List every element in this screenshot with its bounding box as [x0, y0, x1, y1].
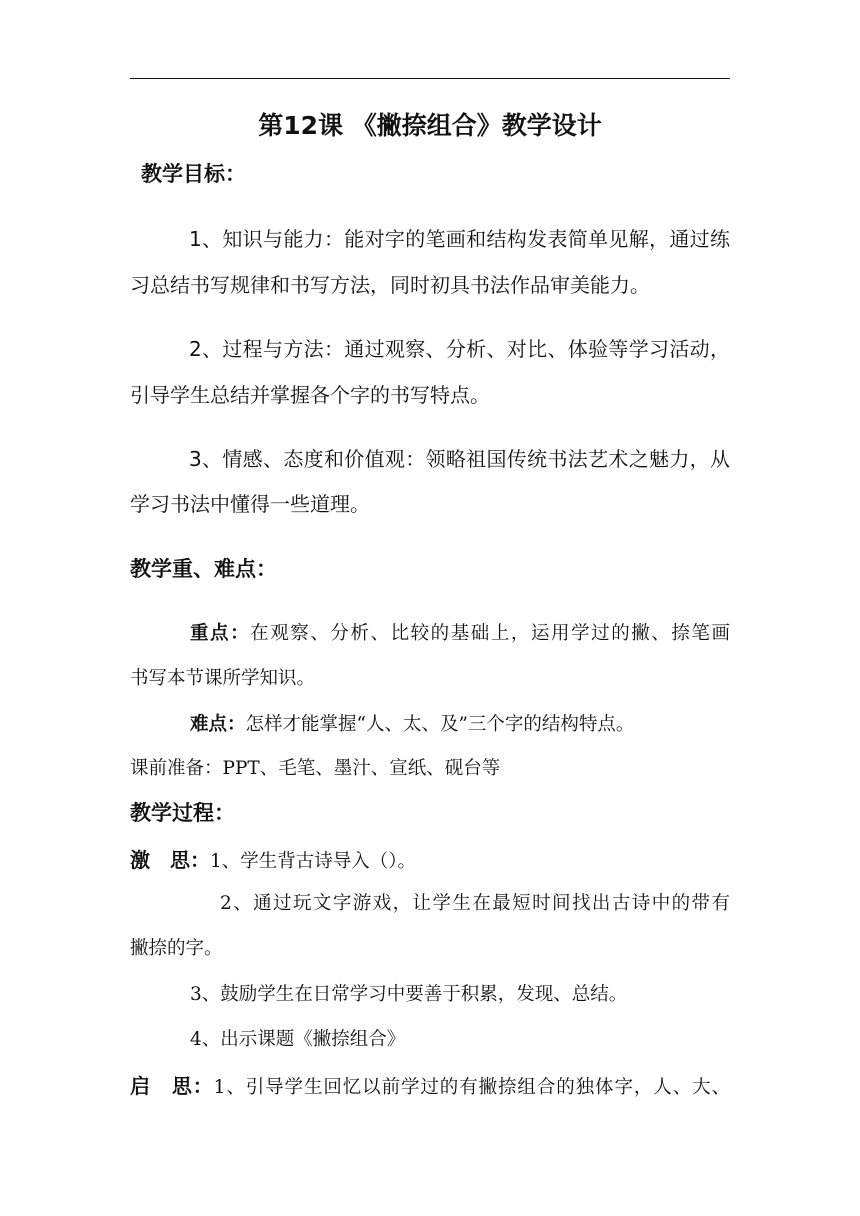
process-heading: 教学过程：: [130, 801, 235, 825]
stage-1-item-1: 1、学生背古诗导入（）。: [210, 851, 417, 872]
header-rule: [130, 78, 730, 79]
goal-3-line-2: 学习书法中懂得一些道理。: [130, 492, 370, 516]
stage-1-item-2-line-2: 撇捺的字。: [130, 938, 223, 959]
stage-2-item-1: 1、引导学生回忆以前学过的有撇捺组合的独体字，人、大、: [213, 1077, 731, 1098]
difficult-point-text: 怎样才能掌握“人、太、及”三个字的结构特点。: [245, 714, 635, 735]
goal-1-line-2: 习总结书写规律和书写方法，同时初具书法作品审美能力。: [130, 273, 650, 297]
key-point-line-1: [190, 625, 730, 644]
stage-1-item-2-line-1: 2、通过玩文字游戏，让学生在最短时间找出古诗中的带有: [220, 893, 730, 914]
difficult-point-label: 难点：: [190, 714, 246, 735]
goal-3-line-1: 3、情感、态度和价值观：领略祖国传统书法艺术之魅力，从: [189, 447, 730, 471]
stage-1-line: [130, 850, 416, 872]
keypoints-heading: 教学重、难点：: [130, 557, 277, 581]
key-point-line-2: 书写本节课所学知识。: [130, 668, 316, 689]
stage-2-line: [130, 1076, 730, 1098]
stage-2-label: 启 思：: [130, 1074, 214, 1098]
goals-heading: 教学目标：: [141, 162, 246, 186]
goal-2-line-2: 引导学生总结并掌握各个字的书写特点。: [130, 383, 490, 407]
stage-1-item-4: 4、出示课题《撇捺组合》: [190, 1029, 406, 1050]
goal-1-line-1: 1、知识与能力：能对字的笔画和结构发表简单见解，通过练: [189, 227, 730, 251]
stage-1-item-3: 3、鼓励学生在日常学习中要善于积累，发现、总结。: [190, 984, 628, 1005]
key-point-text: 在观察、分析、比较的基础上，运用学过的撇、捺笔画: [250, 623, 730, 644]
difficult-point: [190, 716, 634, 735]
stage-1-label: 激 思：: [130, 848, 210, 872]
key-point-label: 重点：: [190, 623, 251, 644]
page-title: 第12课 《撇捺组合》教学设计: [258, 111, 602, 140]
preparation: 课前准备：PPT、毛笔、墨汁、宣纸、砚台等: [130, 758, 501, 779]
goal-2-line-1: 2、过程与方法：通过观察、分析、对比、体验等学习活动，: [189, 337, 730, 361]
